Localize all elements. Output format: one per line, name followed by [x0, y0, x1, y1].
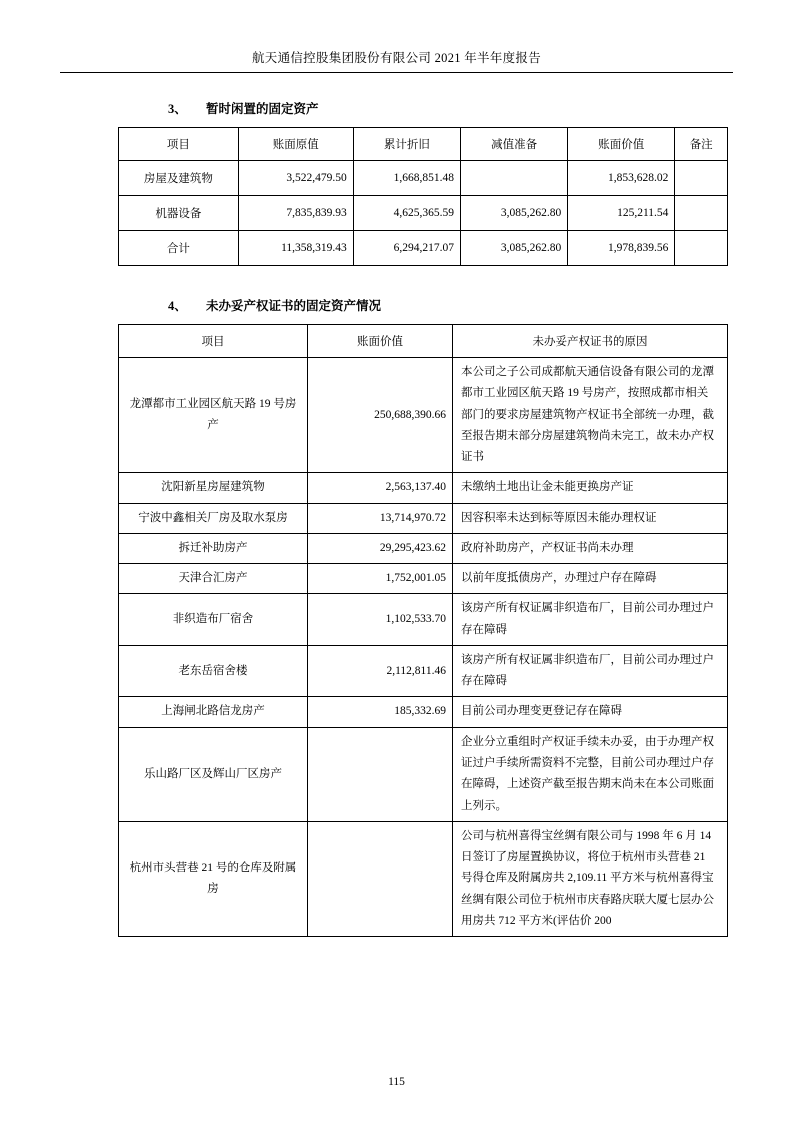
cell-book-value: 125,211.54: [568, 196, 675, 231]
cell-item: 宁波中鑫相关厂房及取水泵房: [119, 503, 308, 533]
cell-book-value: 13,714,970.72: [308, 503, 453, 533]
cell-book-value: [308, 727, 453, 821]
table-row: [119, 503, 728, 533]
cell-remark: [675, 161, 728, 196]
page-number: 115: [388, 1076, 405, 1088]
cell-reason: 未缴纳土地出让金未能更换房产证: [453, 473, 728, 503]
cell-item: 上海闸北路信龙房产: [119, 697, 308, 727]
cell-book-value: 1,978,839.56: [568, 231, 675, 266]
cell-reason: 目前公司办理变更登记存在障碍: [453, 697, 728, 727]
section-4-heading: [60, 296, 733, 314]
cell-book-value: 185,332.69: [308, 697, 453, 727]
table-row: [119, 358, 728, 473]
section-3-title: 暂时闲置的固定资产: [206, 102, 319, 116]
table-header-row: [119, 325, 728, 358]
cell-book-value: 29,295,423.62: [308, 533, 453, 563]
column-header-impairment: 减值准备: [460, 128, 567, 161]
idle-fixed-assets-table: [118, 127, 728, 266]
column-header-item: 项目: [119, 128, 239, 161]
cell-book-value: [308, 821, 453, 936]
cell-original-value: 3,522,479.50: [238, 161, 353, 196]
cell-item: 乐山路厂区及辉山厂区房产: [119, 727, 308, 821]
cell-reason: 政府补助房产，产权证书尚未办理: [453, 533, 728, 563]
cell-reason: 企业分立重组时产权证手续未办妥，由于办理产权证过户手续所需资料不完整，目前公司办理过户存在障碍，上述资产截至报告期末尚未在本公司账面上列示。: [453, 727, 728, 821]
table-row: [119, 564, 728, 594]
section-4-number: 4、: [168, 299, 187, 313]
table-row: [119, 533, 728, 563]
table-row: [119, 594, 728, 646]
cell-reason: 因容积率未达到标等原因未能办理权证: [453, 503, 728, 533]
column-header-book-value: 账面价值: [308, 325, 453, 358]
cell-impairment: 3,085,262.80: [460, 231, 567, 266]
section-3-number: 3、: [168, 102, 187, 116]
table-row: [119, 196, 728, 231]
table-row: [119, 645, 728, 697]
cell-impairment: 3,085,262.80: [460, 196, 567, 231]
cell-reason: 该房产所有权证属非织造布厂，目前公司办理过户存在障碍: [453, 594, 728, 646]
cell-item: 老东岳宿舍楼: [119, 645, 308, 697]
table-header-row: [119, 128, 728, 161]
cell-item: 沈阳新星房屋建筑物: [119, 473, 308, 503]
cell-reason: 以前年度抵债房产，办理过户存在障碍: [453, 564, 728, 594]
table-row: [119, 231, 728, 266]
table-row: [119, 727, 728, 821]
table-row: [119, 821, 728, 936]
cell-item: 拆迁补助房产: [119, 533, 308, 563]
column-header-accumulated-depreciation: 累计折旧: [353, 128, 460, 161]
cell-item: 非织造布厂宿舍: [119, 594, 308, 646]
table-row: [119, 161, 728, 196]
cell-item: 机器设备: [119, 196, 239, 231]
cell-original-value: 11,358,319.43: [238, 231, 353, 266]
cell-item: 合计: [119, 231, 239, 266]
cell-depreciation: 4,625,365.59: [353, 196, 460, 231]
cell-original-value: 7,835,839.93: [238, 196, 353, 231]
table-row: [119, 473, 728, 503]
section-spacer: [60, 266, 733, 296]
cell-remark: [675, 231, 728, 266]
column-header-item: 项目: [119, 325, 308, 358]
column-header-reason: 未办妥产权证书的原因: [453, 325, 728, 358]
cell-book-value: 1,752,001.05: [308, 564, 453, 594]
cell-impairment: [460, 161, 567, 196]
cell-book-value: 250,688,390.66: [308, 358, 453, 473]
table-row: [119, 697, 728, 727]
cell-item: 天津合汇房产: [119, 564, 308, 594]
unregistered-property-table: [118, 324, 728, 937]
column-header-original-value: 账面原值: [238, 128, 353, 161]
cell-item: 房屋及建筑物: [119, 161, 239, 196]
page-header: 航天通信控股集团股份有限公司 2021 年半年度报告: [251, 51, 542, 65]
cell-item: 龙潭都市工业园区航天路 19 号房产: [119, 358, 308, 473]
header-divider: [60, 72, 733, 73]
column-header-remark: 备注: [675, 128, 728, 161]
cell-book-value: 1,853,628.02: [568, 161, 675, 196]
cell-depreciation: 6,294,217.07: [353, 231, 460, 266]
cell-book-value: 1,102,533.70: [308, 594, 453, 646]
column-header-book-value: 账面价值: [568, 128, 675, 161]
cell-book-value: 2,112,811.46: [308, 645, 453, 697]
cell-depreciation: 1,668,851.48: [353, 161, 460, 196]
cell-reason: 本公司之子公司成都航天通信设备有限公司的龙潭都市工业园区航天路 19 号房产，按照成都市相关部门的要求房屋建筑物产权证书全部统一办理，截至报告期末部分房屋建筑物尚未完工，故未办产权证书: [453, 358, 728, 473]
cell-book-value: 2,563,137.40: [308, 473, 453, 503]
cell-remark: [675, 196, 728, 231]
section-3-heading: [60, 99, 733, 117]
cell-item: 杭州市头营巷 21 号的仓库及附属房: [119, 821, 308, 936]
cell-reason: 公司与杭州喜得宝丝绸有限公司与 1998 年 6 月 14 日签订了房屋置换协议，将位于杭州市头营巷 21 号得仓库及附属房共 2,109.11 平方米与杭州喜得宝丝绸有限公司位于杭州市庆春路庆联大厦七层办公用房共 712 平方米(评估价 200: [453, 821, 728, 936]
cell-reason: 该房产所有权证属非织造布厂，目前公司办理过户存在障碍: [453, 645, 728, 697]
section-4-title: 未办妥产权证书的固定资产情况: [206, 299, 382, 313]
